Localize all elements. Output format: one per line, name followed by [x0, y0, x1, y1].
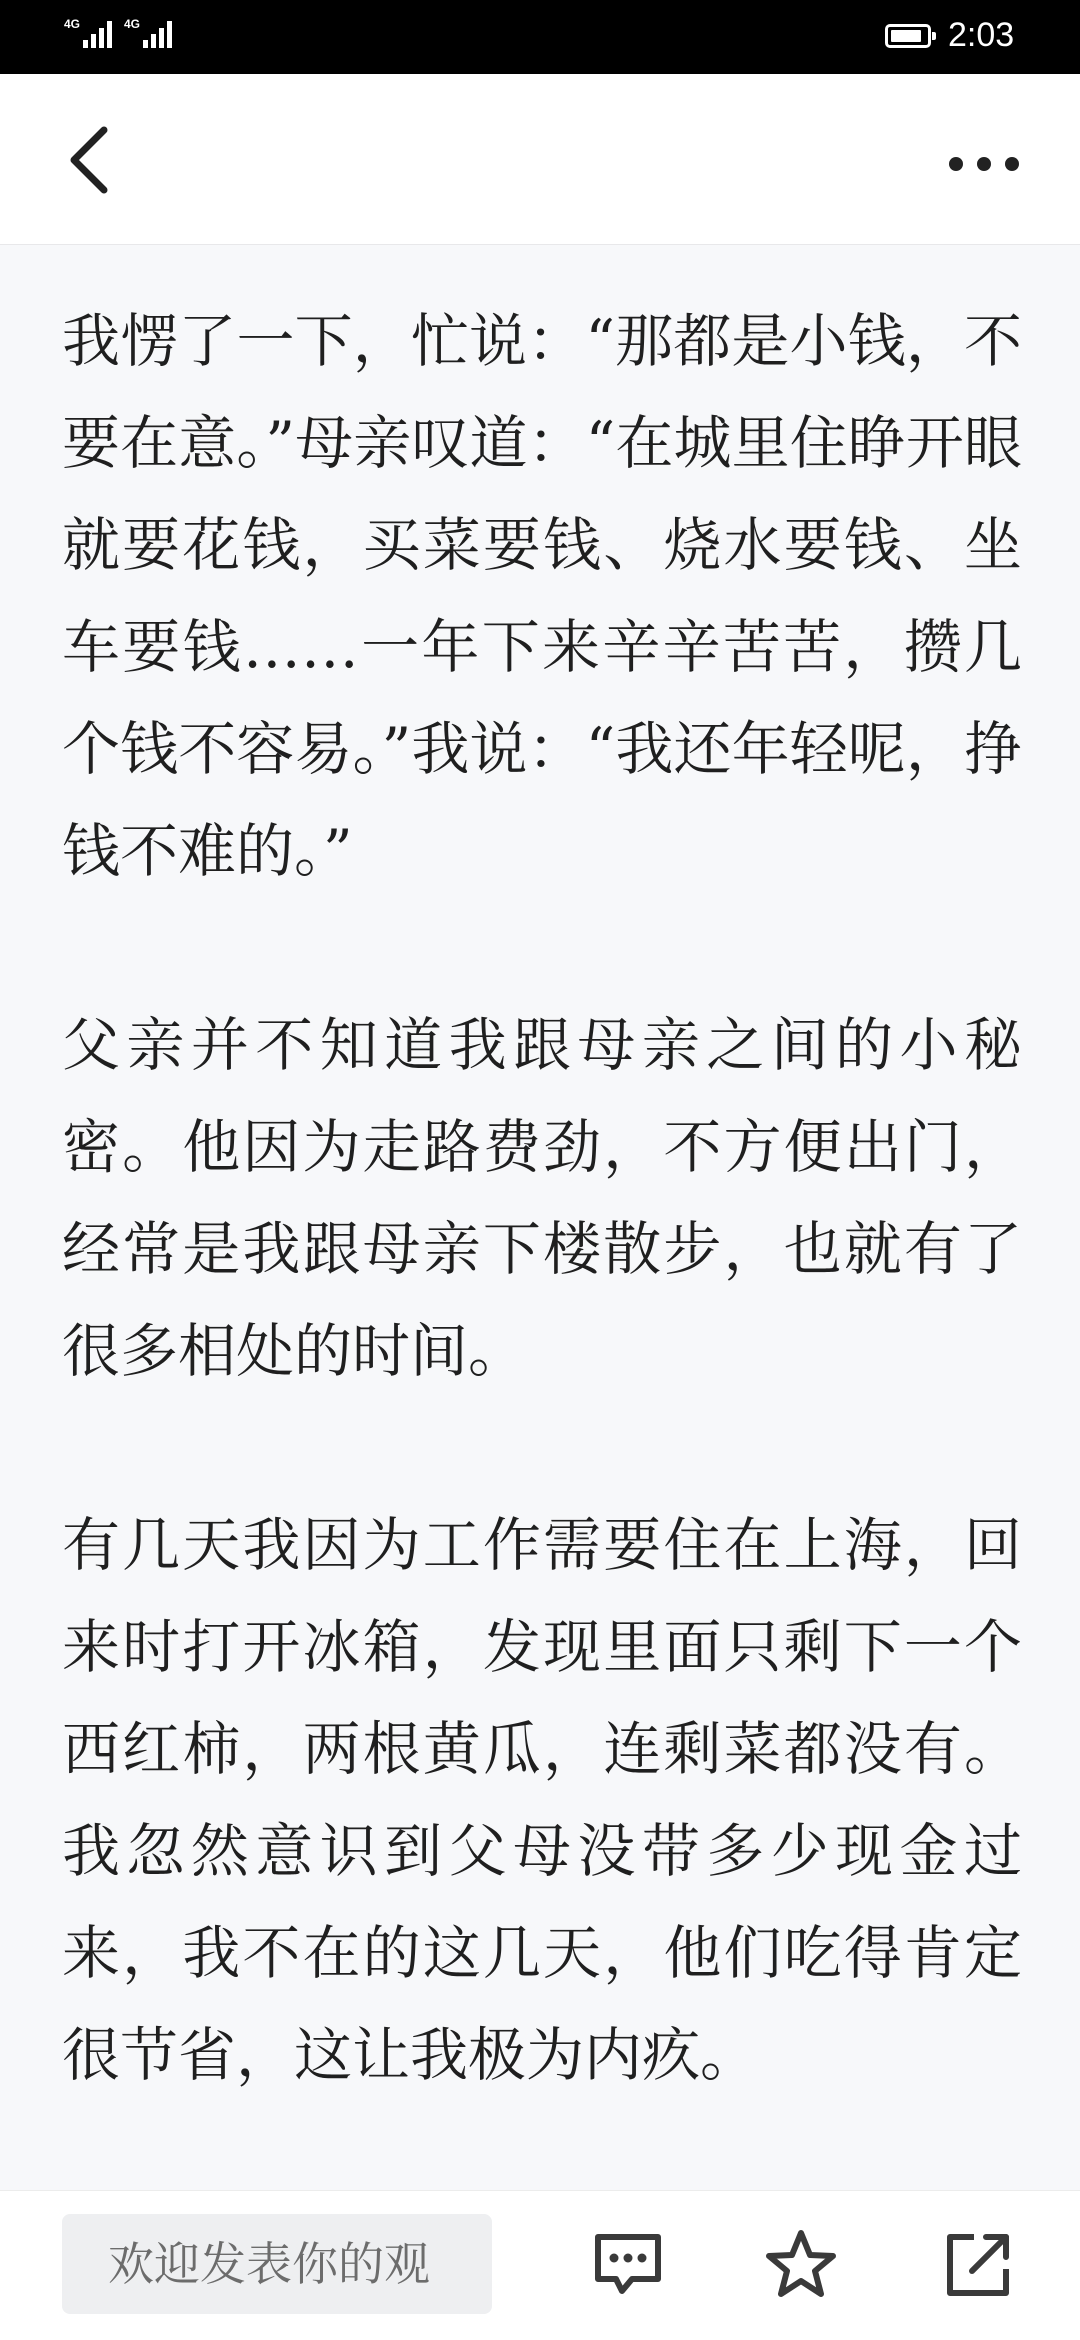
- favorite-button[interactable]: [763, 2227, 839, 2303]
- signal-bars-icon: [83, 18, 112, 48]
- article-paragraph: 父亲并不知道我跟母亲之间的小秘密。他因为走路费劲，不方便出门，经常是我跟母亲下楼散步，也就有了很多相处的时间。: [62, 1011, 1022, 1385]
- network-label-1: 4G: [64, 17, 81, 31]
- comment-input[interactable]: 欢迎发表你的观: [62, 2214, 492, 2314]
- more-horizontal-icon: [944, 144, 1024, 184]
- signal-bars-icon: [143, 18, 172, 48]
- article-paragraph: 有几天我因为工作需要住在上海，回来时打开冰箱，发现里面只剩下一个西红柿，两根黄瓜，连剩菜都没有。我忽然意识到父母没带多少现金过来，我不在的这几天，他们吃得肯定很节省，这让我极为内疚。: [62, 1511, 1022, 2089]
- status-bar: [0, 0, 1080, 74]
- status-time: 2:03: [948, 16, 1015, 54]
- back-button[interactable]: [60, 124, 130, 194]
- comment-icon: [590, 2227, 666, 2303]
- chevron-left-icon: [60, 124, 130, 194]
- share-icon: [940, 2227, 1016, 2303]
- article-paragraph: 我愣了一下，忙说：“那都是小钱，不要在意。”母亲叹道：“在城里住睁开眼就要花钱，买菜要钱、烧水要钱、坐车要钱……一年下来辛辛苦苦，攒几个钱不容易。”我说：“我还年轻呢，挣钱不难的。”: [62, 307, 1022, 885]
- share-button[interactable]: [940, 2227, 1016, 2303]
- signal-1: [64, 18, 112, 48]
- header: [0, 74, 1080, 245]
- article-body: [62, 290, 1022, 2198]
- battery-icon: [885, 24, 931, 48]
- bottom-action-bar: [0, 2190, 1080, 2340]
- network-label-2: 4G: [124, 17, 141, 31]
- more-button[interactable]: [944, 144, 1024, 184]
- star-icon: [763, 2227, 839, 2303]
- signal-2: [124, 18, 172, 48]
- comment-button[interactable]: [590, 2227, 666, 2303]
